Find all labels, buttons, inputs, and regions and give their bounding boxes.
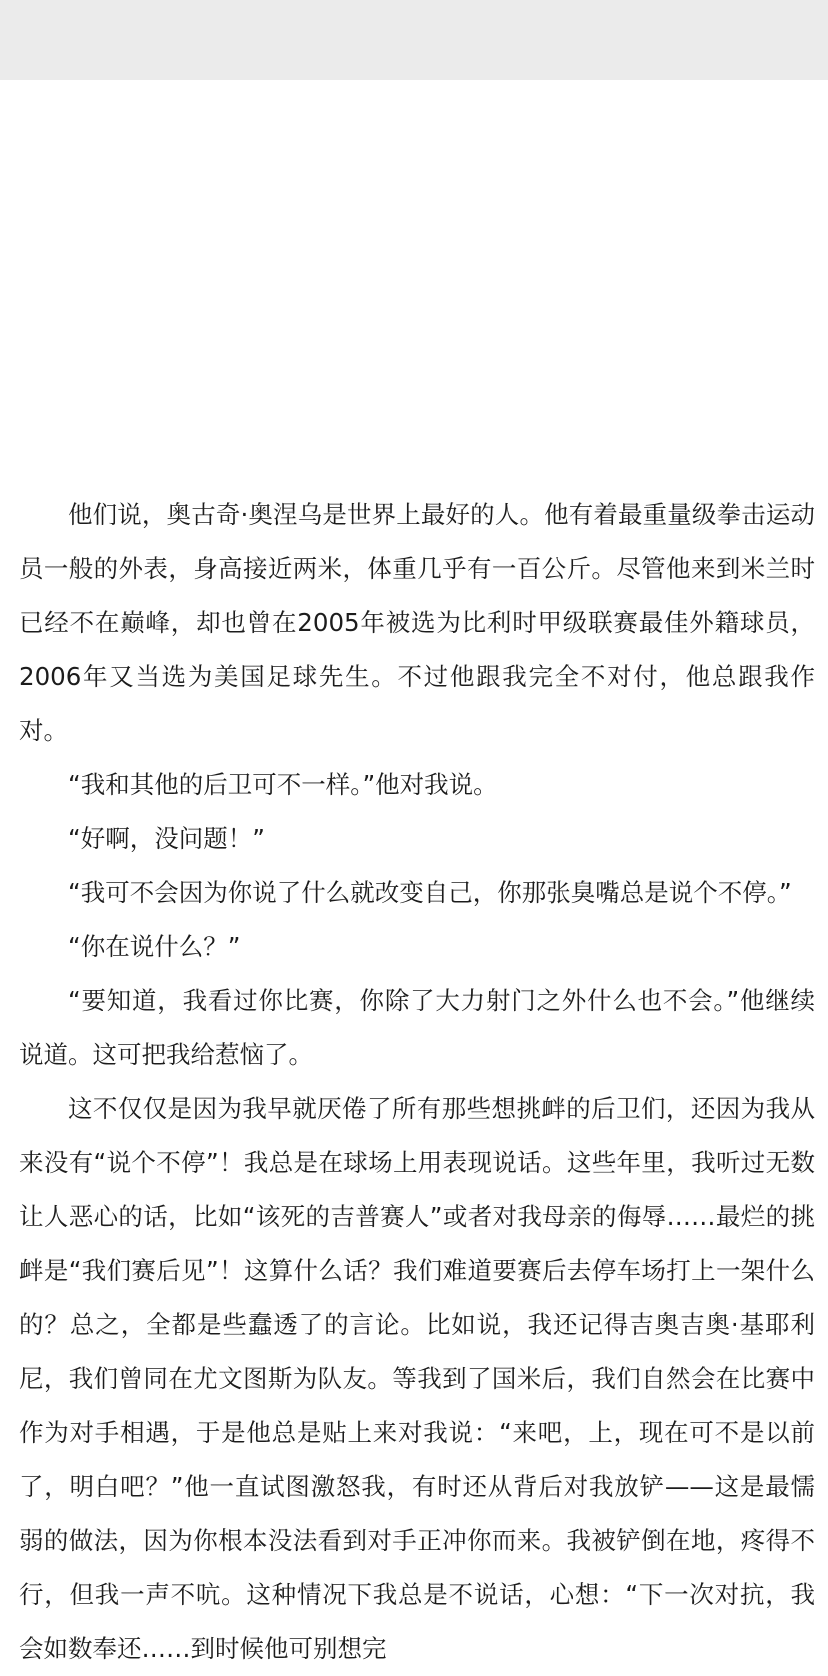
paragraph-dialogue-2: “好啊，没问题！” bbox=[68, 824, 265, 853]
paragraph-dialogue-5: “要知道，我看过你比赛，你除了大力射门之外什么也不会。”他继续说道。这可把我给惹恼了。 bbox=[19, 986, 815, 1069]
book-page bbox=[0, 80, 828, 1663]
page-text bbox=[19, 488, 815, 1676]
top-toolbar bbox=[0, 0, 828, 80]
paragraph-dialogue-1: “我和其他的后卫可不一样。”他对我说。 bbox=[68, 770, 498, 799]
paragraph-dialogue-4: “你在说什么？” bbox=[68, 932, 241, 961]
paragraph-provocations: 这不仅仅是因为我早就厌倦了所有那些想挑衅的后卫们，还因为我从来没有“说个不停”！我总是在球场上用表现说话。这些年里，我听过无数让人恶心的话，比如“该死的吉普赛人”或者对我母亲的侮辱……最烂的挑衅是“我们赛后见”！这算什么话？我们难道要赛后去停车场打上一架什么的？总之，全都是些蠢透了的言论。比如说，我还记得吉奥吉奥·基耶利尼，我们曾同在尤文图斯为队友。等我到了国米后，我们自然会在比赛中作为对手相遇，于是他总是贴上来对我说：“来吧，上，现在可不是以前了，明白吧？”他一直试图激怒我，有时还从背后对我放铲——这是最懦弱的做法，因为你根本没法看到对手正冲你而来。我被铲倒在地，疼得不行，但我一声不吭。这种情况下我总是不说话，心想：“下一次对抗，我会如数奉还……到时候他可别想完 bbox=[19, 1094, 815, 1663]
paragraph-onyewu-intro: 他们说，奥古奇·奥涅乌是世界上最好的人。他有着最重量级拳击运动员一般的外表，身高接近两米，体重几乎有一百公斤。尽管他来到米兰时已经不在巅峰，却也曾在2005年被选为比利时甲级联赛最佳外籍球员，2006年又当选为美国足球先生。不过他跟我完全不对付，他总跟我作对。 bbox=[19, 500, 815, 745]
paragraph-dialogue-3: “我可不会因为你说了什么就改变自己，你那张臭嘴总是说个不停。” bbox=[68, 878, 792, 907]
